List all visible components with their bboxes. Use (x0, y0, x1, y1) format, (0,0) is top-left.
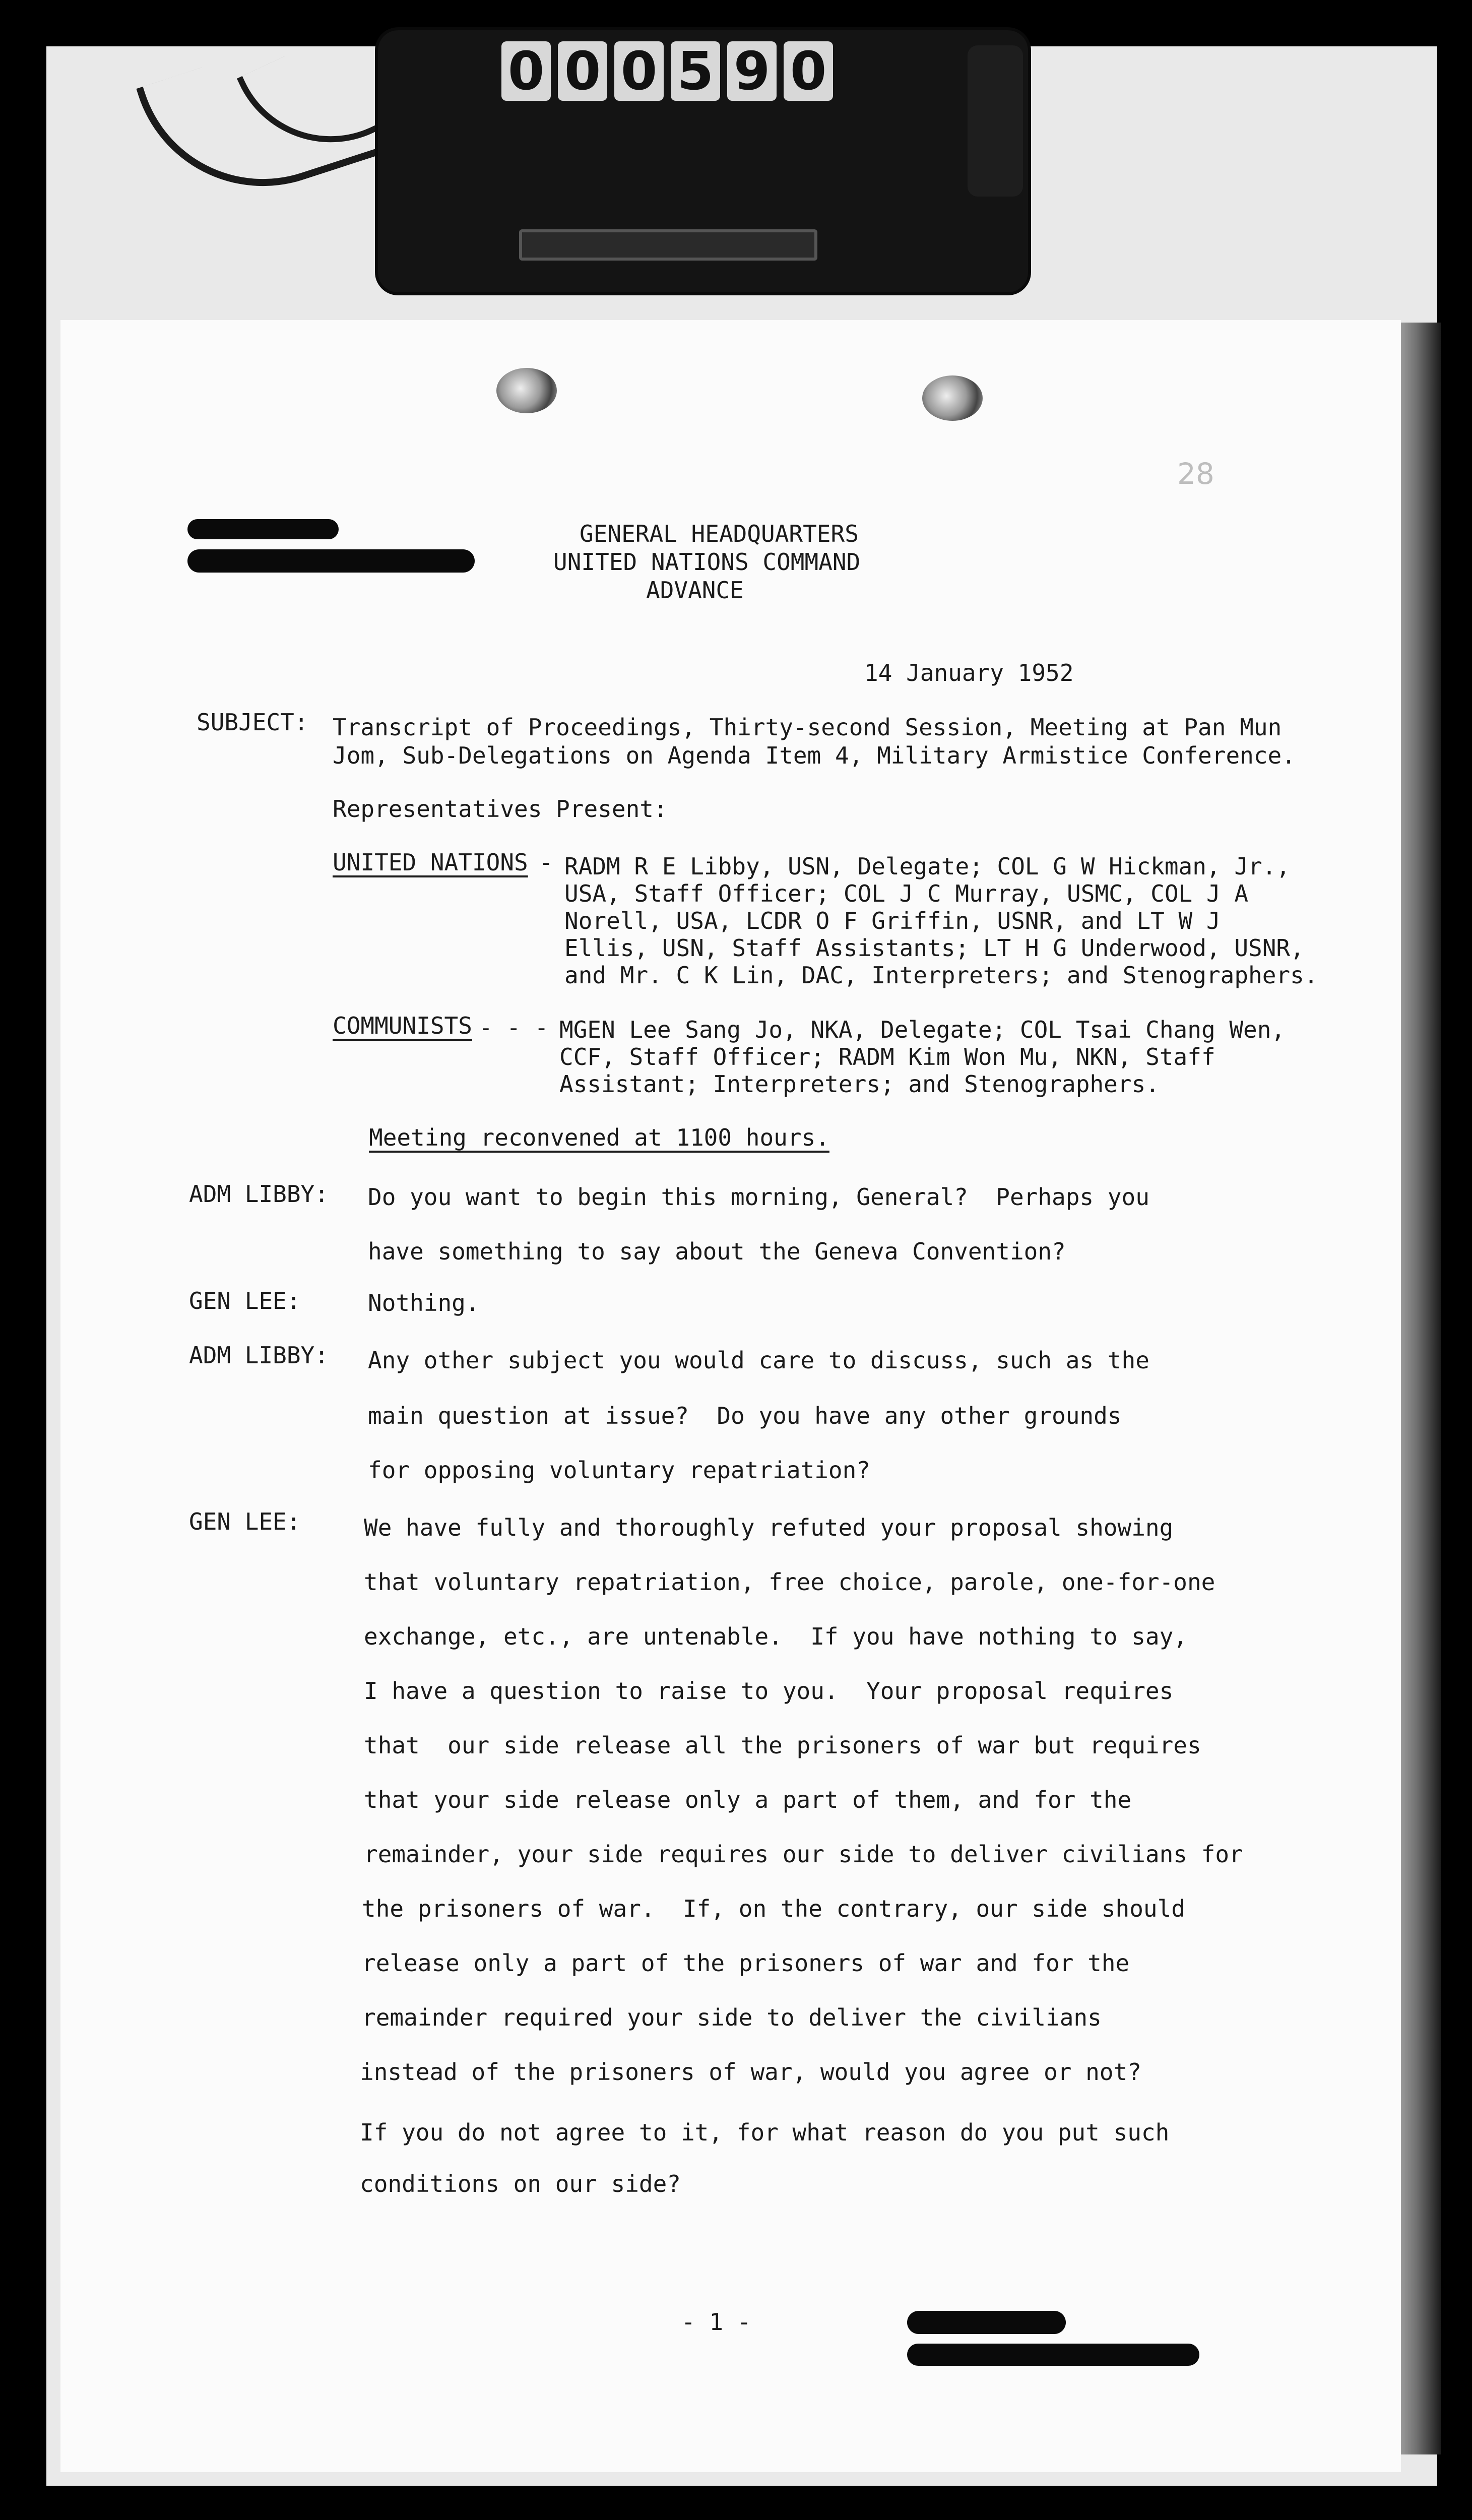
redaction-mark (187, 519, 339, 539)
delegation-line: Norell, USA, LCDR O F Griffin, USNR, and LT W J (564, 907, 1221, 934)
speaker-label: GEN LEE: (189, 1287, 301, 1314)
punch-hole (922, 375, 983, 421)
counter-slot (519, 229, 817, 261)
representatives-heading: Representatives Present: (333, 795, 668, 823)
dialogue-line: conditions on our side? (360, 2170, 681, 2197)
pencil-page-number: 28 (1177, 457, 1214, 491)
counter-digit: 5 (671, 41, 720, 101)
delegation-line: and Mr. C K Lin, DAC, Interpreters; and Stenographers. (564, 962, 1318, 989)
counter-digits (501, 41, 833, 102)
dialogue-line: If you do not agree to it, for what reason do you put such (360, 2119, 1170, 2146)
punch-hole (496, 368, 557, 413)
dialogue-line: for opposing voluntary repatriation? (368, 1457, 870, 1484)
delegation-line: Ellis, USN, Staff Assistants; LT H G Underwood, USNR, (564, 934, 1304, 962)
speaker-label: GEN LEE: (189, 1508, 301, 1535)
dialogue-line: main question at issue? Do you have any other grounds (368, 1402, 1122, 1429)
dialogue-line: Do you want to begin this morning, General? Perhaps you (368, 1183, 1149, 1211)
header-line: UNITED NATIONS COMMAND (553, 548, 861, 576)
redaction-mark (907, 2311, 1066, 2334)
dialogue-line: the prisoners of war. If, on the contrary, our side should (362, 1895, 1185, 1922)
page-number: - 1 - (681, 2308, 751, 2336)
reconvened-note: Meeting reconvened at 1100 hours. (369, 1124, 829, 1151)
dialogue-line: Any other subject you would care to discuss, such as the (368, 1347, 1149, 1374)
dialogue-line: release only a part of the prisoners of war and for the (362, 1949, 1130, 1977)
delegation-line: RADM R E Libby, USN, Delegate; COL G W Hickman, Jr., (564, 853, 1291, 880)
delegation-label: UNITED NATIONS (333, 849, 528, 876)
redaction-mark (907, 2344, 1199, 2366)
delegation-dash: - (539, 849, 553, 876)
delegation-line: USA, Staff Officer; COL J C Murray, USMC, COL J A (564, 880, 1249, 907)
dialogue-line: that our side release all the prisoners of war but requires (364, 1732, 1201, 1759)
dialogue-line: instead of the prisoners of war, would you agree or not? (360, 2058, 1141, 2086)
delegation-dash: - - - (479, 1014, 549, 1041)
dialogue-line: have something to say about the Geneva Convention? (368, 1238, 1066, 1265)
dialogue-line: remainder required your side to deliver the civilians (362, 2004, 1102, 2031)
dialogue-line: remainder, your side requires our side to deliver civilians for (364, 1841, 1243, 1868)
speaker-label: ADM LIBBY: (189, 1180, 329, 1208)
dialogue-line: I have a question to raise to you. Your proposal requires (364, 1677, 1174, 1705)
counter-digit: 0 (501, 41, 551, 101)
document-page (60, 320, 1401, 2472)
counter-knob (968, 45, 1023, 197)
document-date: 14 January 1952 (864, 659, 1074, 686)
delegation-line: Assistant; Interpreters; and Stenographers. (559, 1070, 1160, 1098)
counter-digit: 0 (784, 41, 833, 101)
dialogue-line: We have fully and thoroughly refuted your proposal showing (364, 1514, 1174, 1541)
header-line: GENERAL HEADQUARTERS (580, 520, 859, 547)
subject-label: SUBJECT: (197, 709, 308, 736)
subject-line: Transcript of Proceedings, Thirty-second Session, Meeting at Pan Mun (333, 714, 1282, 741)
redaction-mark (187, 549, 475, 573)
delegation-line: CCF, Staff Officer; RADM Kim Won Mu, NKN, Staff (559, 1043, 1215, 1070)
dialogue-line: exchange, etc., are untenable. If you have nothing to say, (364, 1623, 1187, 1650)
dialogue-line: that your side release only a part of them, and for the (364, 1786, 1132, 1813)
delegation-line: MGEN Lee Sang Jo, NKA, Delegate; COL Tsai Chang Wen, (559, 1016, 1286, 1043)
header-line: ADVANCE (646, 577, 744, 604)
speaker-label: ADM LIBBY: (189, 1342, 329, 1369)
dialogue-line: Nothing. (368, 1289, 480, 1316)
delegation-label: COMMUNISTS (333, 1012, 472, 1039)
counter-digit: 0 (614, 41, 664, 101)
dialogue-line: that voluntary repatriation, free choice, parole, one-for-one (364, 1568, 1215, 1596)
counter-digit: 0 (558, 41, 607, 101)
counter-digit: 9 (727, 41, 777, 101)
subject-line: Jom, Sub-Delegations on Agenda Item 4, Military Armistice Conference. (333, 742, 1296, 769)
